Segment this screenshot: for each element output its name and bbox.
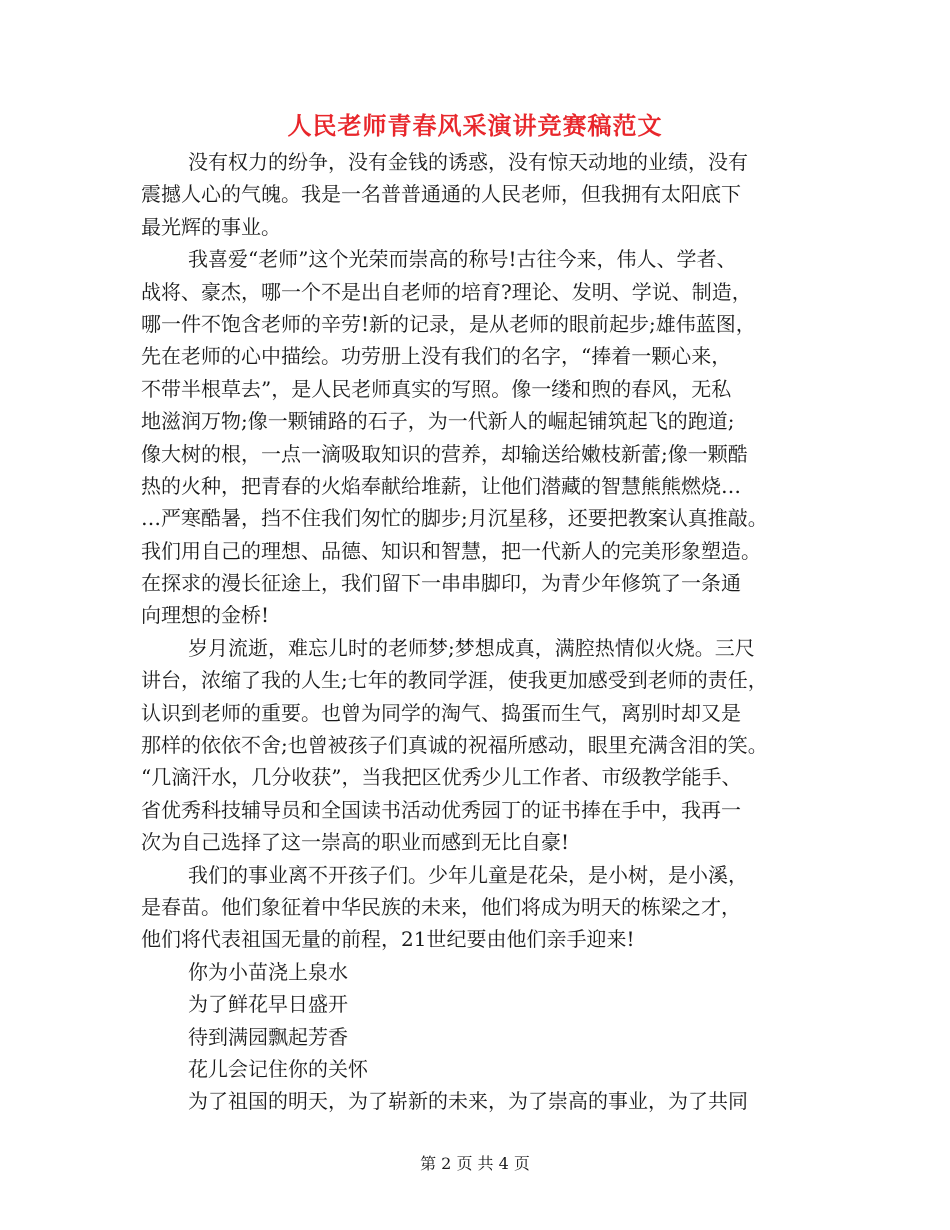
text-line: 像大树的根，一点一滴吸取知识的营养，却输送给嫩枝新蕾;像一颗酷 xyxy=(141,441,748,466)
text-line: 是春苗。他们象征着中华民族的未来，他们将成为明天的栋梁之才， xyxy=(141,894,741,919)
text-line: 讲台，浓缩了我的人生;七年的教同学涯，使我更加感受到老师的责任， xyxy=(141,668,768,693)
page-footer: 第 2 页 共 4 页 xyxy=(420,1154,530,1173)
text-line: 为了祖国的明天，为了崭新的未来，为了崇高的事业，为了共同 xyxy=(188,1089,748,1114)
text-line: 岁月流逝，难忘儿时的老师梦;梦想成真，满腔热情似火烧。三尺 xyxy=(188,635,755,660)
text-line: 那样的依依不舍;也曾被孩子们真诚的祝福所感动，眼里充满含泪的笑。 xyxy=(141,733,768,758)
text-line: 没有权力的纷争，没有金钱的诱惑，没有惊天动地的业绩，没有 xyxy=(188,150,748,174)
text-line: 在探求的漫长征途上，我们留下一串串脚印，为青少年修筑了一条通 xyxy=(141,571,741,596)
text-line: 我喜爱“老师”这个光荣而崇高的称号!古往今来，伟人、学者、 xyxy=(188,247,737,272)
text-line: …严寒酷暑，挡不住我们匆忙的脚步;月沉星移，还要把教案认真推敲。 xyxy=(141,506,768,531)
text-line: 他们将代表祖国无量的前程，21世纪要由他们亲手迎来! xyxy=(141,927,635,952)
text-line: 哪一件不饱含老师的辛劳!新的记录，是从老师的眼前起步;雄伟蓝图， xyxy=(141,311,756,336)
text-line: 你为小苗浇上泉水 xyxy=(188,959,348,984)
text-line: 震撼人心的气魄。我是一名普普通通的人民老师，但我拥有太阳底下 xyxy=(141,182,741,207)
text-line: 为了鲜花早日盛开 xyxy=(188,992,348,1017)
text-line: 省优秀科技辅导员和全国读书活动优秀园丁的证书捧在手中，我再一 xyxy=(141,797,741,822)
text-line: 次为自己选择了这一崇高的职业而感到无比自豪! xyxy=(141,830,570,855)
text-line: 花儿会记住你的关怀 xyxy=(188,1056,368,1081)
text-line: 最光辉的事业。 xyxy=(141,214,281,239)
text-line: 我们用自己的理想、品德、知识和智慧，把一代新人的完美形象塑造。 xyxy=(141,538,761,563)
text-line: “几滴汗水，几分收获”，当我把区优秀少儿工作者、市级教学能手、 xyxy=(141,765,742,790)
text-line: 向理想的金桥! xyxy=(141,603,270,628)
text-line: 认识到老师的重要。也曾为同学的淘气、捣蛋而生气，离别时却又是 xyxy=(141,700,741,725)
text-line: 待到满园飘起芳香 xyxy=(188,1024,348,1049)
text-line: 先在老师的心中描绘。功劳册上没有我们的名字，“捧着一颗心来， xyxy=(141,344,732,369)
text-line: 热的火种，把青春的火焰奉献给堆薪，让他们潜藏的智慧熊熊燃烧… xyxy=(141,473,741,498)
text-line: 我们的事业离不开孩子们。少年儿童是花朵，是小树，是小溪， xyxy=(188,862,748,887)
document-title: 人民老师青春风采演讲竞赛稿范文 xyxy=(287,111,663,140)
text-line: 战将、豪杰，哪一个不是出自老师的培育?理论、发明、学说、制造， xyxy=(141,279,752,304)
document-body xyxy=(141,146,811,1118)
text-line: 不带半根草去”，是人民老师真实的写照。像一缕和煦的春风，无私 xyxy=(141,376,732,401)
text-line: 地滋润万物;像一颗铺路的石子，为一代新人的崛起铺筑起飞的跑道; xyxy=(141,409,735,434)
